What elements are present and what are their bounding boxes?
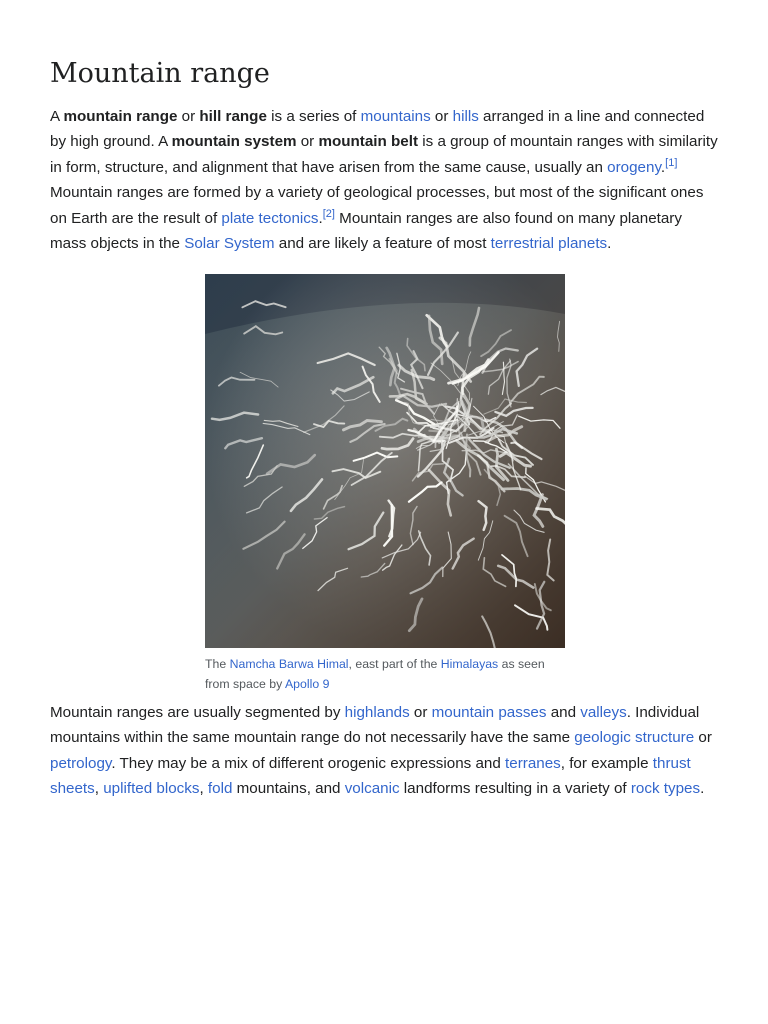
bold-term: mountain range [63, 108, 178, 125]
link-mountain-passes[interactable]: mountain passes [431, 704, 547, 721]
link-volcanic[interactable]: volcanic [344, 780, 400, 798]
text: . [607, 235, 612, 253]
link-petrology[interactable]: petrology [50, 754, 112, 772]
text: or [177, 108, 200, 125]
text: or [430, 108, 453, 125]
bold-term: mountain belt [318, 133, 419, 151]
text: , [94, 780, 104, 798]
text: or [694, 729, 712, 747]
himalaya-satellite-photo[interactable] [205, 274, 565, 648]
link-namcha-barwa-himal[interactable]: Namcha Barwa Himal [229, 657, 349, 671]
text: or [409, 704, 432, 721]
text: as seen from space by [205, 657, 545, 691]
text: . [700, 780, 705, 798]
link-himalayas[interactable]: Himalayas [440, 657, 499, 671]
link-fold[interactable]: fold [207, 780, 233, 798]
text: arranged in a line and connected by high ground. A [50, 108, 705, 151]
text: and [546, 704, 581, 721]
link-rock-types[interactable]: rock types [630, 780, 701, 798]
text: . Individual mountains within the same mountain range do not necessarily have the same [50, 704, 700, 747]
link-plate-tectonics[interactable]: plate tectonics [221, 209, 319, 227]
link-highlands[interactable]: highlands [344, 704, 410, 721]
segmentation-paragraph [50, 700, 722, 802]
reference-link-1[interactable]: [1] [665, 156, 678, 169]
text: . [318, 209, 323, 227]
intro-paragraph [50, 104, 722, 256]
reference-1 [665, 157, 677, 169]
figure-caption [205, 655, 545, 694]
link-geologic-structure[interactable]: geologic structure [574, 729, 695, 747]
text: landforms resulting in a variety of [399, 780, 631, 798]
text: Mountain ranges are formed by a variety of geological processes, but most of the significant ones on Earth are the result of [50, 184, 704, 227]
link-terranes[interactable]: terranes [505, 754, 561, 772]
link-mountains[interactable]: mountains [360, 108, 431, 125]
bold-term: mountain system [171, 133, 297, 151]
link-terrestrial-planets[interactable]: terrestrial planets [490, 235, 608, 253]
text: Mountain ranges are also found on many planetary mass objects in the [50, 209, 682, 253]
text: . They may be a mix of different orogenic expressions and [111, 754, 506, 772]
text: Mountain ranges are usually segmented by [50, 704, 345, 721]
link-thrust-sheets[interactable]: thrust sheets [50, 754, 691, 798]
link-orogeny[interactable]: orogeny [607, 158, 661, 176]
text: is a group of mountain ranges with similarity in form, structure, and alignment that have arisen from the same cause, usually an [50, 133, 718, 176]
text: A [50, 108, 64, 125]
text: mountains, and [232, 780, 345, 798]
reference-link-2[interactable]: [2] [322, 207, 335, 220]
text: , for example [560, 754, 653, 772]
link-solar-system[interactable]: Solar System [184, 235, 275, 253]
text: and are likely a feature of most [274, 235, 491, 253]
link-valleys[interactable]: valleys [580, 704, 627, 721]
figure-namcha-barwa [205, 274, 565, 694]
text: , [199, 780, 208, 798]
page-title: Mountain range [50, 58, 270, 89]
text: or [296, 133, 319, 151]
text: . [660, 158, 666, 176]
link-apollo-9[interactable]: Apollo 9 [284, 676, 330, 691]
text: , east part of the [348, 657, 441, 671]
text: is a series of [266, 108, 361, 125]
text: The [205, 657, 230, 671]
bold-term: hill range [199, 108, 267, 125]
link-uplifted-blocks[interactable]: uplifted blocks [103, 780, 200, 798]
reference-2 [323, 208, 335, 220]
link-hills[interactable]: hills [452, 108, 479, 125]
